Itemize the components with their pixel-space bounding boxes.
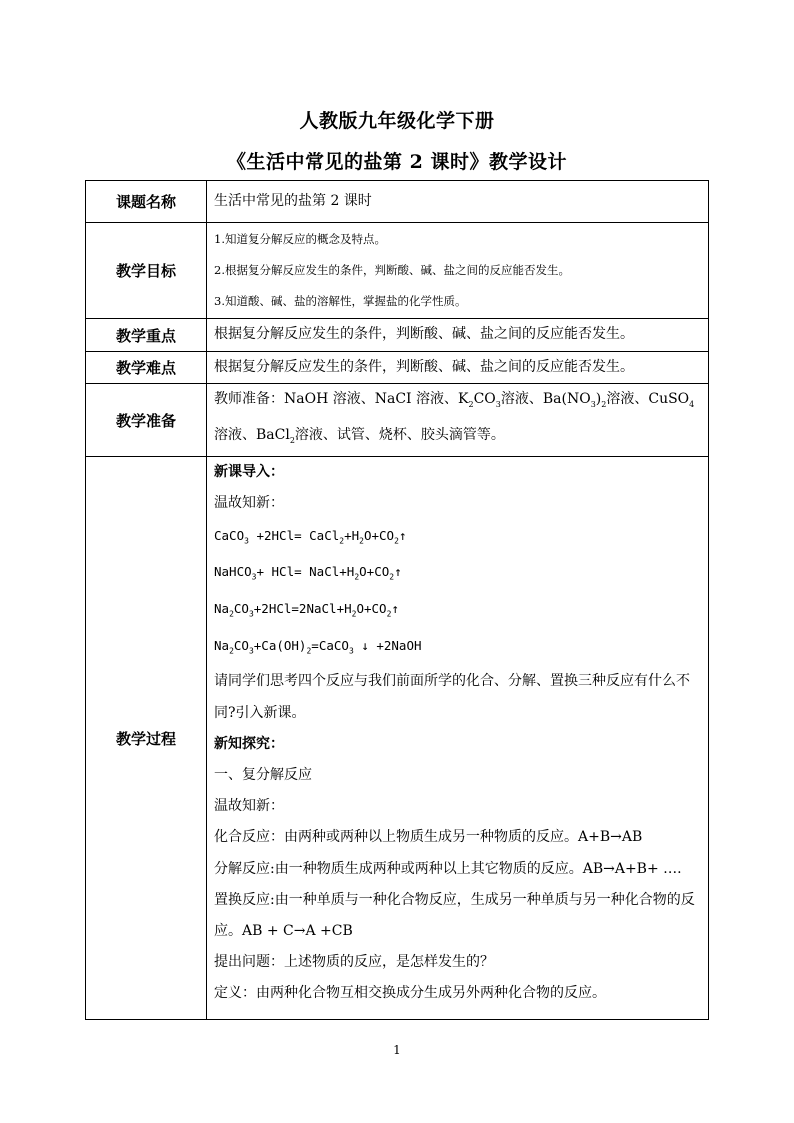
combination-reaction: 化合反应：由两种或两种以上物质生成另一种物质的反应。A+B→AB: [214, 829, 643, 846]
prep-line-1: [214, 384, 702, 420]
prep-text: 溶液、试管、烧杯、胶头滴管等。: [294, 427, 505, 444]
prep-text: 溶液、Ba(NO: [500, 391, 591, 408]
row-goals: [86, 223, 709, 319]
prep-prefix: 教师准备：: [214, 391, 284, 408]
question-prompt: 提出问题：上述物质的反应，是怎样发生的？: [214, 954, 494, 971]
document-subtitle: 《生活中常见的盐第 2 课时》教学设计: [227, 151, 567, 173]
think-prompt: 请同学们思考四个反应与我们前面所学的化合、分解、置换三种反应有什么不同?引入新课。: [214, 673, 690, 721]
goal-item: 2.根据复分解反应发生的条件，判断酸、碱、盐之间的反应能否发生。: [214, 263, 570, 277]
subscript: 2: [601, 400, 607, 409]
label-key: 教学重点: [86, 319, 207, 352]
value-difficulty: [207, 352, 709, 384]
subscript: 4: [689, 400, 695, 409]
value-goals: [207, 223, 709, 319]
value-process: [207, 457, 709, 1020]
row-difficulty: [86, 352, 709, 384]
document-title: 人教版九年级化学下册: [299, 110, 495, 132]
label-topic: 课题名称: [86, 181, 207, 223]
subscript: 2: [289, 436, 295, 445]
row-key: [86, 319, 709, 352]
section-heading: 一、复分解反应: [214, 767, 312, 784]
prep-text: 溶液、CuSO: [606, 391, 690, 408]
equation-1: CaCO$_3$ $+2HCl= CaCl_2+H_2O+CO_2↑$: [214, 527, 407, 546]
value-topic: [207, 181, 709, 223]
topic-text: 生活中常见的盐第 2 课时: [214, 192, 372, 209]
goal-item: 3.知道酸、碱、盐的溶解性，掌握盐的化学性质。: [214, 294, 467, 308]
review-label: 温故知新：: [214, 798, 284, 815]
review-label: 温故知新：: [214, 495, 284, 512]
prep-text: NaOH 溶液、NaCI 溶液、K: [284, 391, 469, 408]
value-prep: [207, 384, 709, 457]
definition: 定义：由两种化合物互相交换成分生成另外两种化合物的反应。: [214, 985, 606, 1002]
label-prep: 教学准备: [86, 384, 207, 457]
label-difficulty: 教学难点: [86, 352, 207, 384]
label-process: 教学过程: [86, 457, 207, 1020]
subscript: 3: [590, 400, 596, 409]
difficulty-text: 根据复分解反应发生的条件，判断酸、碱、盐之间的反应能否发生。: [214, 359, 634, 375]
intro-heading: 新课导入：: [214, 464, 284, 481]
goal-item: 1.知道复分解反应的概念及特点。: [214, 232, 386, 246]
explore-heading: 新知探究：: [214, 735, 284, 752]
decomposition-reaction: 分解反应:由一种物质生成两种或两种以上其它物质的反应。AB→A+B+ ….: [214, 860, 682, 877]
subscript: 2: [468, 400, 474, 409]
prep-line-2: [214, 420, 702, 456]
replacement-reaction: 置换反应:由一种单质与一种化合物反应，生成另一种单质与另一种化合物的反应。AB + C→A +CB: [214, 891, 695, 940]
equation-3: $Na_2CO_3+2HCl=2NaCl+H_2O+CO_2↑$: [214, 601, 399, 619]
page-number: 1: [393, 1043, 401, 1057]
key-text: 根据复分解反应发生的条件，判断酸、碱、盐之间的反应能否发生。: [214, 326, 634, 343]
equation-4: $Na_2CO_3+Ca(OH)_2=CaCO_3$ ↓ +2NaOH: [214, 637, 422, 656]
equation-2: NaHCO$_3$+ $HCl= NaCl+H_2O+CO_2↑$: [214, 564, 402, 582]
row-process: [86, 457, 709, 1020]
lesson-plan-table: [85, 180, 709, 1020]
label-goals: 教学目标: [86, 223, 207, 319]
value-key: [207, 319, 709, 352]
subscript: 3: [495, 400, 501, 409]
prep-text: 溶液、BaCl: [214, 427, 290, 444]
row-prep: [86, 384, 709, 457]
prep-text: ): [595, 391, 602, 408]
row-topic: [86, 181, 709, 223]
prep-text: CO: [473, 391, 496, 408]
